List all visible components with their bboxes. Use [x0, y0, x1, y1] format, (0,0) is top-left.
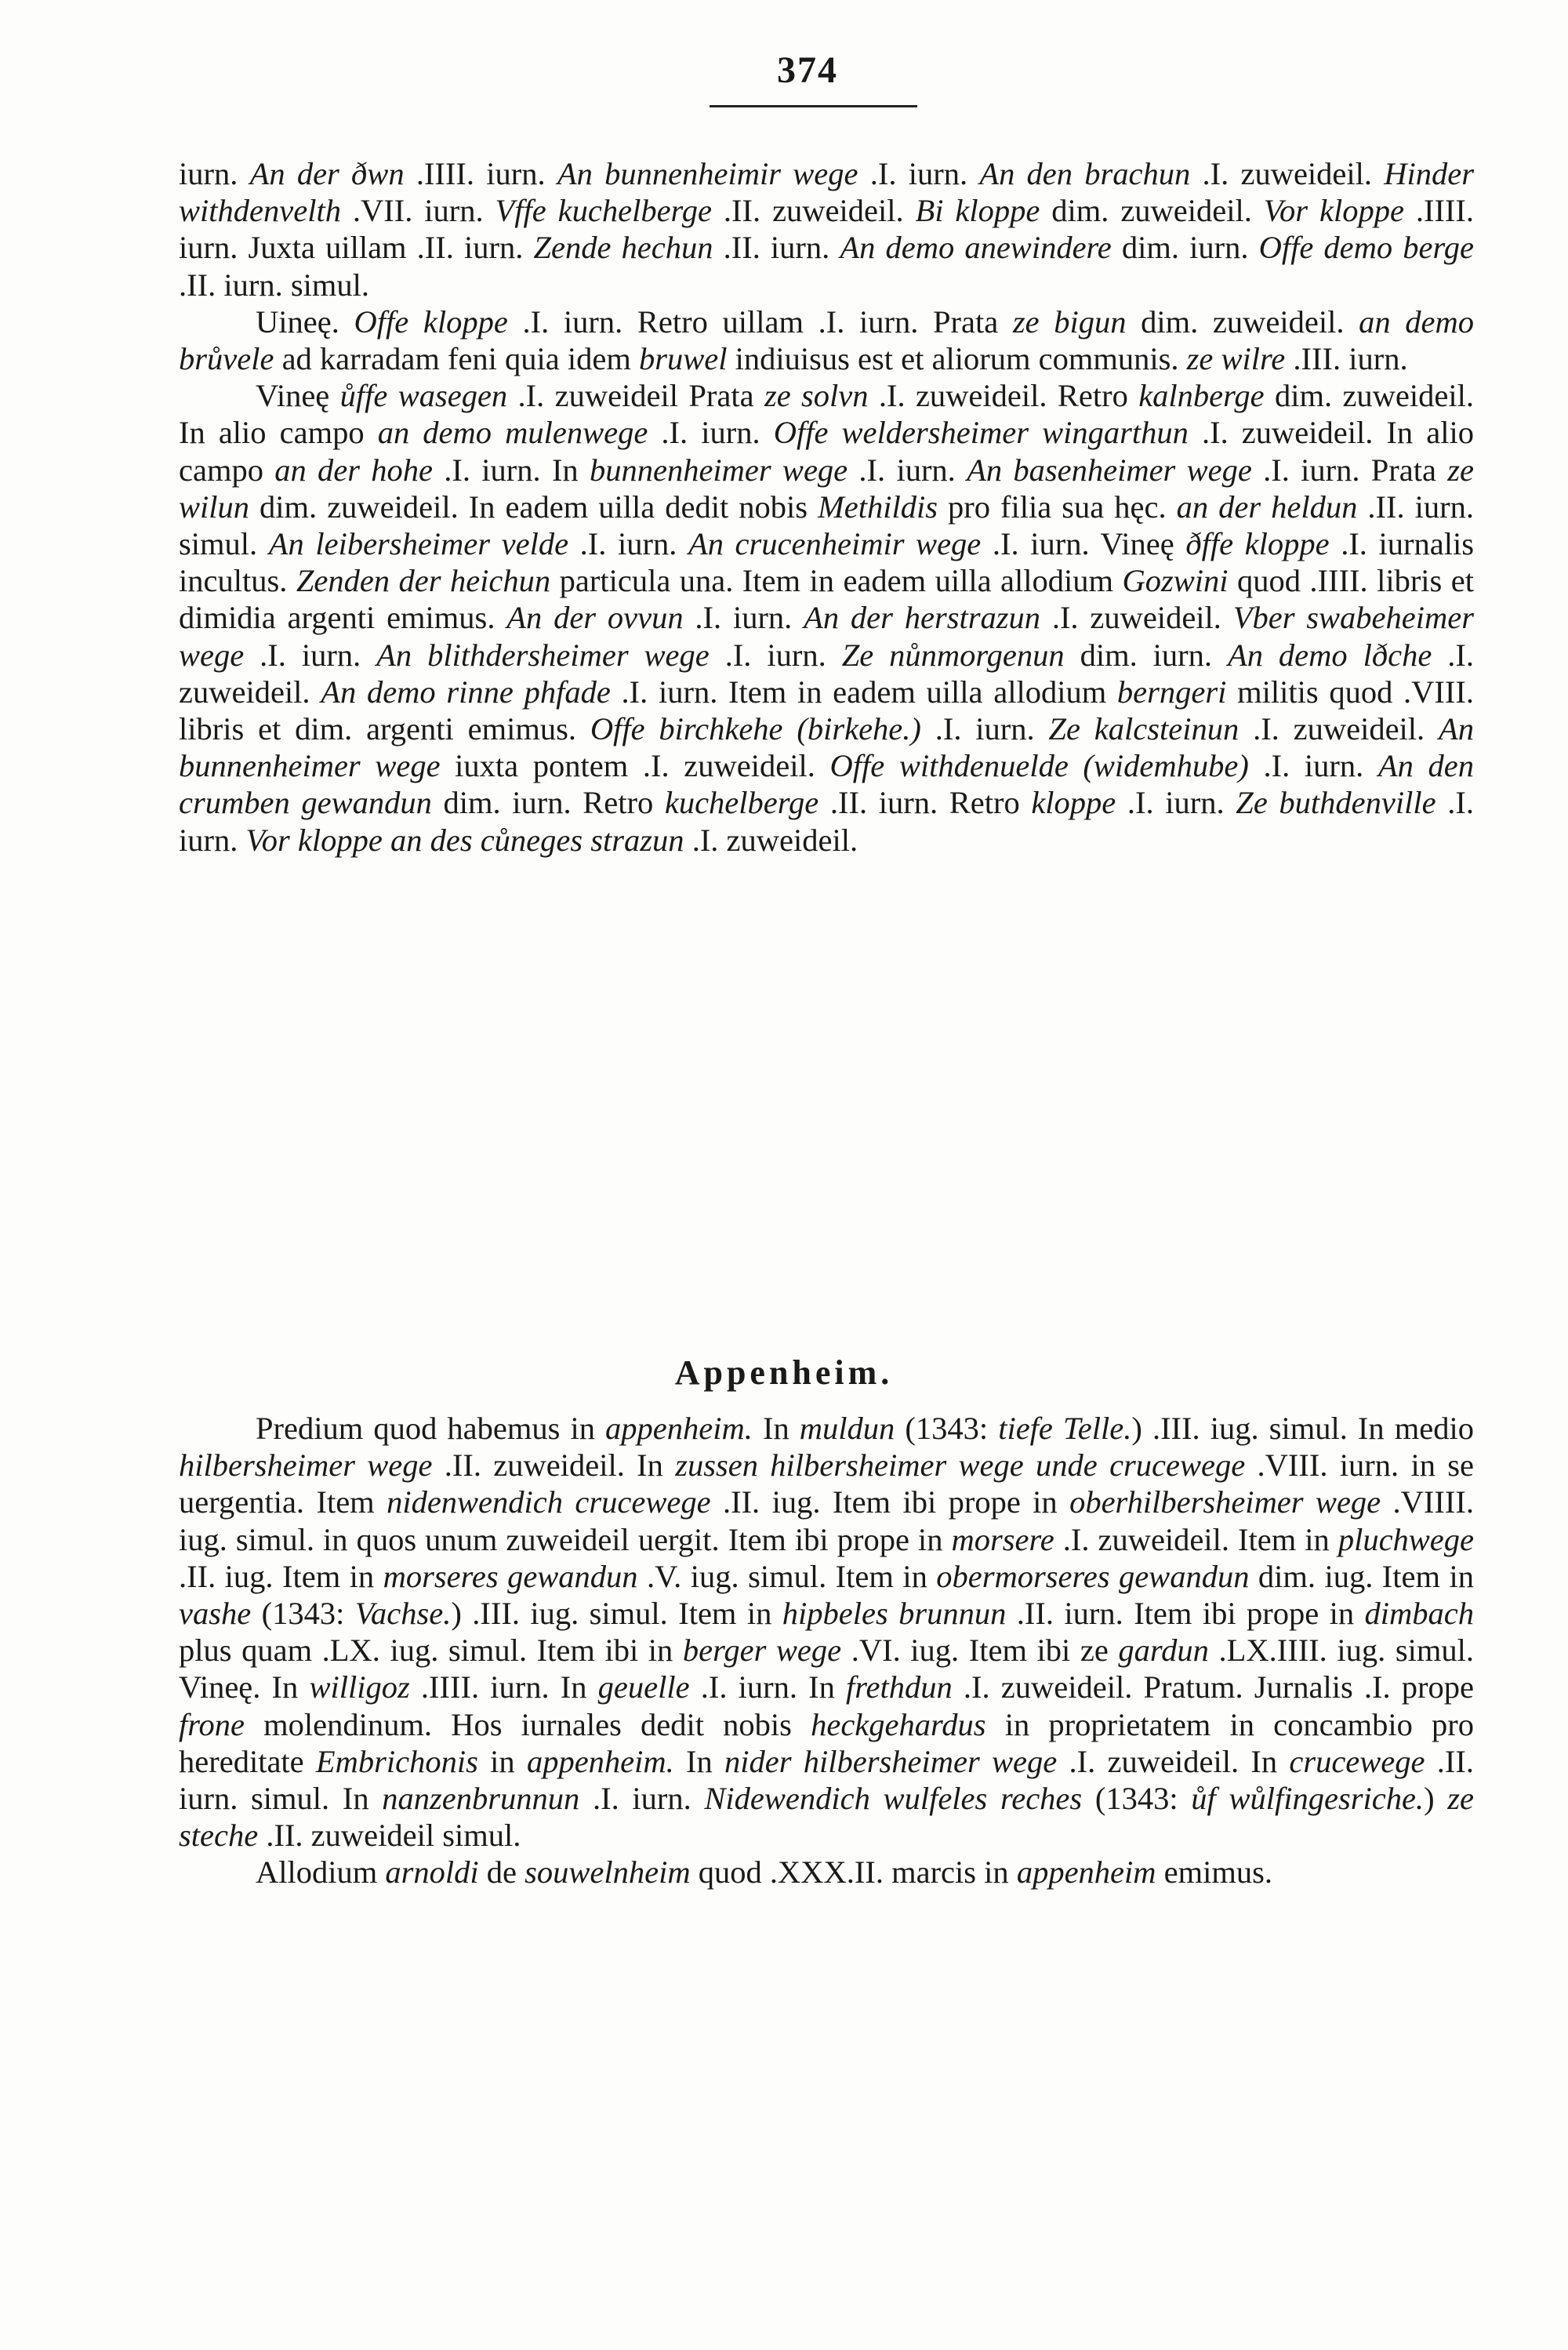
text-run: .I. zuweideil.	[179, 637, 1474, 710]
text-run: iurn.	[179, 156, 250, 191]
text-run: indiuisus est et aliorum communis.	[727, 341, 1187, 377]
italic-place-name: Vachse.	[354, 1596, 452, 1632]
italic-place-name: bruwel	[639, 341, 728, 377]
text-run: quod .IIII. libris et dimidia argenti emimus.	[179, 563, 1475, 636]
text-run: dim. zuweideil. In eadem uilla dedit nobis	[249, 489, 818, 525]
text-run: .I. zuweideil. In alio campo	[179, 415, 1474, 488]
section-title: Appenheim.	[674, 1353, 894, 1392]
italic-place-name: ze solvn	[764, 378, 869, 414]
italic-place-name: gardun	[1118, 1633, 1209, 1669]
text-run: .I. zuweideil. Item in	[1054, 1521, 1338, 1557]
italic-place-name: Offe weldersheimer wingarthun	[773, 415, 1189, 451]
italic-place-name: Vber swabeheimer wege	[179, 600, 1474, 673]
italic-place-name: vashe	[179, 1596, 252, 1632]
text-run: dim. iurn. Retro	[431, 785, 665, 821]
text-run: .I. iurn. Vineę	[981, 526, 1186, 562]
text-run: .II. zuweideil.	[712, 193, 916, 229]
text-run: ad karradam feni quia idem	[274, 341, 640, 377]
text-run: .I. iurn.	[1116, 785, 1236, 821]
text-run: .I. iurn.	[179, 785, 1474, 858]
page-number: 374	[777, 49, 838, 91]
text-run: .I. zuweideil. In	[1057, 1743, 1290, 1779]
italic-place-name: ze wilre	[1186, 341, 1286, 377]
text-run: .II. iug. Item in	[179, 1558, 383, 1594]
italic-place-name: nanzenbrunnun	[382, 1781, 580, 1817]
italic-place-name: An den brachun	[979, 156, 1191, 191]
text-run: particula una. Item in eadem uilla allodium	[550, 563, 1123, 599]
text-run: molendinum. Hos iurnales dedit nobis	[245, 1706, 811, 1742]
text-run: militis quod .VIII. libris et dim. argenti emimus.	[179, 674, 1475, 747]
italic-place-name: An leibersheimer velde	[268, 526, 569, 562]
italic-place-name: An basenheimer wege	[967, 452, 1252, 488]
italic-place-name: Hinder withdenvelth	[179, 156, 1475, 229]
italic-place-name: zussen hilbersheimer wege unde crucewege	[675, 1447, 1246, 1484]
text-run: (1343:	[1082, 1781, 1192, 1817]
paragraph	[179, 1410, 1474, 1854]
italic-place-name: appenheim.	[526, 1743, 674, 1779]
italic-place-name: morseres gewandun	[383, 1558, 638, 1594]
header-rule	[710, 105, 917, 107]
italic-place-name: An der herstrazun	[804, 600, 1040, 636]
italic-place-name: Methildis	[818, 489, 938, 525]
text-run: .II. iurn.	[713, 230, 840, 266]
italic-place-name: Vffe kuchelberge	[495, 193, 713, 229]
italic-place-name: morsere	[951, 1521, 1054, 1557]
text-run: In	[752, 1411, 800, 1446]
text-run: dim. iug. Item in	[1249, 1558, 1474, 1594]
italic-place-name: An der ovvun	[506, 600, 684, 636]
text-run: .III. iurn.	[1285, 341, 1408, 377]
italic-place-name: geuelle	[597, 1669, 690, 1705]
text-run: de	[478, 1854, 525, 1891]
italic-place-name: Vor kloppe	[1263, 193, 1404, 229]
text-run: .LX.IIII. iug. simul. Vineę. In	[179, 1633, 1474, 1705]
italic-place-name: ze steche	[179, 1781, 1474, 1854]
text-run: .IIII. iurn. Juxta uillam .II. iurn.	[179, 193, 1475, 266]
italic-place-name: berger wege	[682, 1633, 842, 1669]
italic-place-name: muldun	[799, 1411, 895, 1446]
text-run: .II. zuweideil simul.	[258, 1818, 521, 1854]
text-run: .I. iurn. Item in eadem uilla allodium	[610, 674, 1117, 710]
text-run: .I. iurn. Retro uillam .I. iurn. Prata	[507, 303, 1013, 340]
italic-place-name: ze bigun	[1012, 303, 1127, 340]
text-run: (1343:	[251, 1596, 355, 1632]
italic-place-name: obermorseres gewandun	[936, 1558, 1250, 1594]
italic-place-name: Offe birchkehe (birkehe.)	[590, 711, 921, 747]
text-run: .I. iurn. In	[689, 1669, 846, 1705]
text-run: .I. iurn. Prata	[1251, 452, 1448, 488]
italic-place-name: ðffe kloppe	[1185, 526, 1330, 562]
italic-place-name: berngeri	[1116, 674, 1227, 710]
text-run: .IIII. iurn. In	[409, 1669, 598, 1705]
italic-place-name: arnoldi	[385, 1854, 479, 1891]
italic-place-name: Bi kloppe	[915, 193, 1040, 229]
italic-place-name: an demo brůvele	[179, 303, 1474, 377]
italic-place-name: An blithdersheimer wege	[376, 637, 710, 673]
italic-place-name: pluchwege	[1338, 1521, 1475, 1557]
italic-place-name: An crucenheimir wege	[688, 526, 982, 562]
italic-place-name: Gozwini	[1122, 563, 1229, 599]
text-run: In	[673, 1743, 725, 1779]
text-run: in proprietatem in concambio pro hereditate	[179, 1706, 1474, 1779]
italic-place-name: An den crumben gewandun	[179, 748, 1474, 821]
text-block-farmland	[179, 155, 1474, 859]
italic-place-name: ůffe wasegen	[339, 378, 508, 414]
italic-place-name: bunnenheimer wege	[589, 452, 848, 488]
text-run: iuxta pontem .I. zuweideil.	[440, 748, 830, 784]
text-run: dim. zuweideil. In alio campo	[179, 378, 1475, 451]
italic-place-name: Embrichonis	[315, 1743, 478, 1779]
text-run: .II. iurn. simul.	[179, 489, 1474, 562]
italic-place-name: An demo anewindere	[840, 230, 1112, 266]
italic-place-name: ůf wůlfingesriche.	[1191, 1781, 1425, 1817]
text-run: )	[1424, 1781, 1448, 1817]
italic-place-name: souwelnheim	[524, 1854, 691, 1891]
text-run: .I. iurn. In	[433, 452, 590, 488]
italic-place-name: Offe kloppe	[354, 303, 508, 340]
text-run: .I. zuweideil. Retro	[868, 378, 1139, 414]
text-run: Uineę.	[256, 303, 354, 340]
text-block-appenheim	[179, 1410, 1474, 1891]
italic-place-name: An bunnenheimer wege	[179, 711, 1475, 784]
italic-place-name: Ze nůnmorgenun	[841, 637, 1065, 673]
text-run: .VIII. iurn. in se uergentia. Item	[179, 1447, 1474, 1520]
text-run: ) .III. iug. simul. In medio	[1131, 1411, 1474, 1446]
text-run: .I. iurn.	[579, 1781, 705, 1817]
italic-place-name: Offe demo berge	[1258, 230, 1474, 266]
paragraph	[179, 303, 1474, 377]
text-run: .I. iurn.	[848, 452, 967, 488]
italic-place-name: An demo rinne phfade	[321, 674, 611, 710]
italic-place-name: hipbeles brunnun	[782, 1596, 1007, 1632]
italic-place-name: An der ðwn	[249, 156, 405, 191]
text-run: .I. zuweideil.	[1040, 600, 1233, 636]
text-run: dim. zuweideil.	[1126, 303, 1359, 340]
text-run: dim. iurn.	[1111, 230, 1259, 266]
text-run: .V. iug. simul. Item in	[637, 1558, 937, 1594]
text-run: .II. iurn. simul.	[179, 267, 369, 303]
italic-place-name: heckgehardus	[811, 1706, 986, 1742]
text-run: plus quam .LX. iug. simul. Item ibi in	[179, 1633, 683, 1669]
italic-place-name: Zende hechun	[533, 230, 713, 266]
italic-place-name: hilbersheimer wege	[179, 1447, 433, 1484]
text-run: quod .XXX.II. marcis in	[690, 1854, 1017, 1891]
text-run: .I. zuweideil. Pratum. Jurnalis .I. prope	[952, 1669, 1474, 1705]
text-run: .I. zuweideil.	[1239, 711, 1439, 747]
italic-place-name: kalnberge	[1138, 378, 1265, 414]
text-run: Vineę	[256, 378, 340, 414]
text-run: .VIIII. iug. simul. in quos unum zuweideil uergit. Item ibi prope in	[179, 1484, 1474, 1557]
italic-place-name: ze wilun	[179, 452, 1474, 525]
italic-place-name: willigoz	[309, 1669, 410, 1705]
italic-place-name: tiefe Telle.	[998, 1411, 1132, 1446]
text-run: Allodium	[256, 1854, 386, 1891]
italic-place-name: Vor kloppe an des cůneges strazun	[245, 822, 684, 858]
text-run: .VI. iug. Item ibi ze	[841, 1633, 1119, 1669]
paragraph	[179, 1854, 1474, 1891]
italic-place-name: appenheim	[1016, 1854, 1156, 1891]
text-run: .II. zuweideil. In	[432, 1447, 676, 1484]
italic-place-name: an demo mulenwege	[377, 415, 648, 451]
text-run: .II. iug. Item ibi prope in	[710, 1484, 1070, 1520]
text-run: .I. iurnalis incultus.	[179, 526, 1475, 599]
italic-place-name: Zenden der heichun	[296, 563, 551, 599]
italic-place-name: An bunnenheimir wege	[557, 156, 858, 191]
italic-place-name: kloppe	[1031, 785, 1116, 821]
text-run: .I. iurn.	[568, 526, 688, 562]
text-run: .II. iurn. Item ibi prope in	[1006, 1596, 1365, 1632]
italic-place-name: an der hohe	[274, 452, 434, 488]
text-run: .I. zuweideil.	[684, 822, 858, 858]
text-run: .I. iurn.	[858, 156, 980, 191]
text-run: .I. iurn.	[920, 711, 1049, 747]
italic-place-name: kuchelberge	[664, 785, 819, 821]
italic-place-name: An demo lðche	[1227, 637, 1432, 673]
italic-place-name: Ze kalcsteinun	[1048, 711, 1240, 747]
text-run: .VII. iurn.	[340, 193, 495, 229]
italic-place-name: an der heldun	[1176, 489, 1358, 525]
italic-place-name: Offe withdenuelde (widemhube)	[829, 748, 1249, 784]
text-run: .I. iurn.	[1248, 748, 1378, 784]
text-run: .I. zuweideil Prata	[507, 378, 764, 414]
text-run: .II. iurn. simul. In	[179, 1743, 1474, 1817]
italic-place-name: nider hilbersheimer wege	[724, 1743, 1058, 1779]
text-run: ) .III. iug. simul. Item in	[451, 1596, 782, 1632]
text-run: .II. iurn. Retro	[818, 785, 1032, 821]
text-run: emimus.	[1156, 1854, 1273, 1891]
paragraph	[179, 377, 1474, 859]
italic-place-name: oberhilbersheimer wege	[1069, 1484, 1381, 1520]
italic-place-name: frethdun	[846, 1669, 953, 1705]
text-run: in	[477, 1743, 527, 1779]
text-run: Predium quod habemus in	[256, 1411, 606, 1446]
text-run: dim. zuweideil.	[1040, 193, 1264, 229]
text-run: .I. iurn.	[709, 637, 842, 673]
italic-place-name: Ze buthdenville	[1236, 785, 1436, 821]
text-run: (1343:	[895, 1411, 999, 1446]
text-run: pro filia sua hęc.	[937, 489, 1177, 525]
text-run: dim. iurn.	[1064, 637, 1228, 673]
text-run: .I. iurn.	[683, 600, 804, 636]
paragraph	[179, 155, 1474, 303]
italic-place-name: crucewege	[1289, 1743, 1425, 1779]
italic-place-name: frone	[179, 1706, 245, 1742]
italic-place-name: appenheim.	[605, 1411, 753, 1446]
italic-place-name: dimbach	[1364, 1596, 1474, 1632]
italic-place-name: nidenwendich crucewege	[387, 1484, 711, 1520]
text-run: .IIII. iurn.	[404, 156, 557, 191]
italic-place-name: Nidewendich wulfeles reches	[704, 1781, 1083, 1817]
text-run: .I. iurn.	[648, 415, 774, 451]
text-run: .I. iurn.	[244, 637, 377, 673]
text-run: .I. zuweideil.	[1190, 156, 1385, 191]
